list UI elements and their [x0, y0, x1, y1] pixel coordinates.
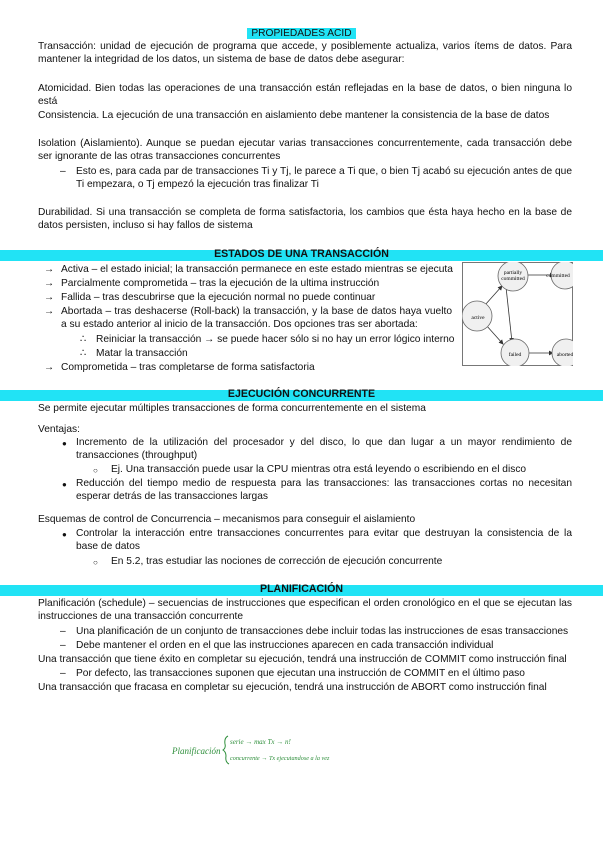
label-active: active — [471, 315, 485, 321]
label-committed: committed — [546, 273, 570, 279]
dash-marker: – — [60, 626, 66, 637]
planning-title: PLANIFICACIÓN — [0, 585, 603, 596]
isolation-text: Isolation (Aislamiento). Aunque se puedan ejecutar varias transacciones concurrentemente, cada transacción debe ser ignorante de las otras transacciones concurrentes — [38, 138, 572, 162]
durability-text: Durabilidad. Si una transacción se completa de forma satisfactoria, los cambios que ésta haya hecho en la base de datos persisten, incluso si hay fallos de sistema — [38, 207, 572, 231]
control-bullet: Controlar la interacción entre transacciones concurrentes para evitar que destruyan la consistencia de la base de datos — [76, 528, 572, 552]
control-schemes: Esquemas de control de Concurrencia – mecanismos para conseguir el aislamiento — [38, 514, 416, 525]
planning-dash-3: Por defecto, las transacciones suponen que ejecutan una instrucción de COMMIT en el último paso — [76, 668, 525, 679]
circle-marker: ○ — [93, 466, 98, 475]
atomicity-text: Atomicidad. Bien todas las operaciones de una transacción están reflejadas en la base de datos, o bien ninguna lo está — [38, 83, 572, 107]
handwritten-note — [170, 728, 385, 768]
dash-marker: – — [60, 668, 66, 679]
state-item: Abortada – tras deshacerse (Roll-back) la transacción, y la base de datos haya vuelto a su estado anterior al inicio de la transacción. Dos opciones tras ser abortada: — [61, 306, 452, 330]
planning-dash-1: Una planificación de un conjunto de transacciones debe incluir todas las instrucciones de esas transacciones — [76, 626, 569, 637]
label-aborted: aborted — [556, 352, 573, 358]
transaction-state-diagram — [462, 262, 573, 366]
therefore-symbol: ∴ — [80, 348, 87, 359]
states-title: ESTADOS DE UNA TRANSACCIÓN — [0, 250, 603, 261]
therefore-item: Matar la transacción — [96, 348, 188, 359]
arrow-bullet: → — [44, 264, 55, 275]
therefore-symbol: ∴ — [80, 334, 87, 345]
label-partially-committed: committed — [501, 276, 525, 282]
circle-marker: ○ — [93, 558, 98, 567]
control-sub: En 5.2, tras estudiar las nociones de corrección de ejecución concurrente — [111, 556, 443, 567]
advantage-1-example: Ej. Una transacción puede usar la CPU mientras otra está leyendo o escribiendo en el disco — [111, 464, 527, 475]
advantage-1: Incremento de la utilización del procesador y del disco, lo que dan lugar a un mayor rendimiento de transacciones (throughput) — [76, 437, 572, 461]
concurrent-title: EJECUCIÓN CONCURRENTE — [0, 390, 603, 401]
advantage-2: Reducción del tiempo medio de respuesta para las transacciones: las transacciones cortas no necesitan esperar detrás de las transacciones largas — [76, 478, 572, 502]
state-item: Parcialmente comprometida – tras la ejecución de la ultima instrucción — [61, 278, 380, 289]
handwritten-brace — [223, 736, 229, 764]
dash-marker: – — [60, 166, 66, 177]
advantages-label: Ventajas: — [38, 424, 80, 435]
acid-intro: Transacción: unidad de ejecución de programa que accede, y posiblemente actualiza, varios ítems de datos. Para mantener la integridad de los datos, un sistema de base de datos debe asegurar: — [38, 41, 572, 65]
handwritten-label: Planificación — [172, 746, 221, 756]
bullet-marker: ● — [62, 439, 67, 448]
planning-intro: Planificación (schedule) – secuencias de instrucciones que especifican el orden cronológico en el que se ejecutan las instrucciones de una transacción concurrente — [38, 598, 572, 622]
label-failed: failed — [508, 352, 522, 358]
bullet-marker: ● — [62, 530, 67, 539]
handwritten-line1: serie → max Tx → n! — [230, 738, 291, 746]
planning-abort: Una transacción que fracasa en completar su ejecución, tendrá una instrucción de ABORT como instrucción final — [38, 682, 547, 693]
acid-title: PROPIEDADES ACID — [0, 28, 603, 41]
state-item: Comprometida – tras completarse de forma satisfactoria — [61, 362, 315, 373]
label-partially: partially — [503, 270, 523, 276]
arrow-bullet: → — [44, 306, 55, 317]
concurrent-intro: Se permite ejecutar múltiples transacciones de forma concurrentemente en el sistema — [38, 403, 426, 414]
planning-commit: Una transacción que tiene éxito en completar su ejecución, tendrá una instrucción de COMMIT como instrucción final — [38, 654, 567, 665]
planning-dash-2: Debe mantener el orden en el que las instrucciones aparecen en cada transacción individual — [76, 640, 494, 651]
dash-marker: – — [60, 640, 66, 651]
arrow-bullet: → — [44, 292, 55, 303]
arrow-bullet: → — [44, 278, 55, 289]
isolation-sub: Esto es, para cada par de transacciones Ti y Tj, le parece a Ti que, o bien Tj acabó su ejecución antes de que Ti empezara, o Tj empezó la ejecución tras finalizar Ti — [76, 166, 572, 190]
bullet-marker: ● — [62, 480, 67, 489]
state-item: Activa – el estado inicial; la transacción permanece en este estado mientras se ejecuta — [61, 264, 453, 275]
consistency-text: Consistencia. La ejecución de una transacción en aislamiento debe mantener la consistencia de la base de datos — [38, 110, 550, 121]
state-item: Fallida – tras descubrirse que la ejecución normal no puede continuar — [61, 292, 376, 303]
therefore-item: Reiniciar la transacción → se puede hacer sólo si no hay un error lógico interno — [96, 334, 455, 345]
arrow-bullet: → — [44, 362, 55, 373]
handwritten-line2: concurrente → Tx ejecutandose a la vez — [230, 755, 330, 762]
